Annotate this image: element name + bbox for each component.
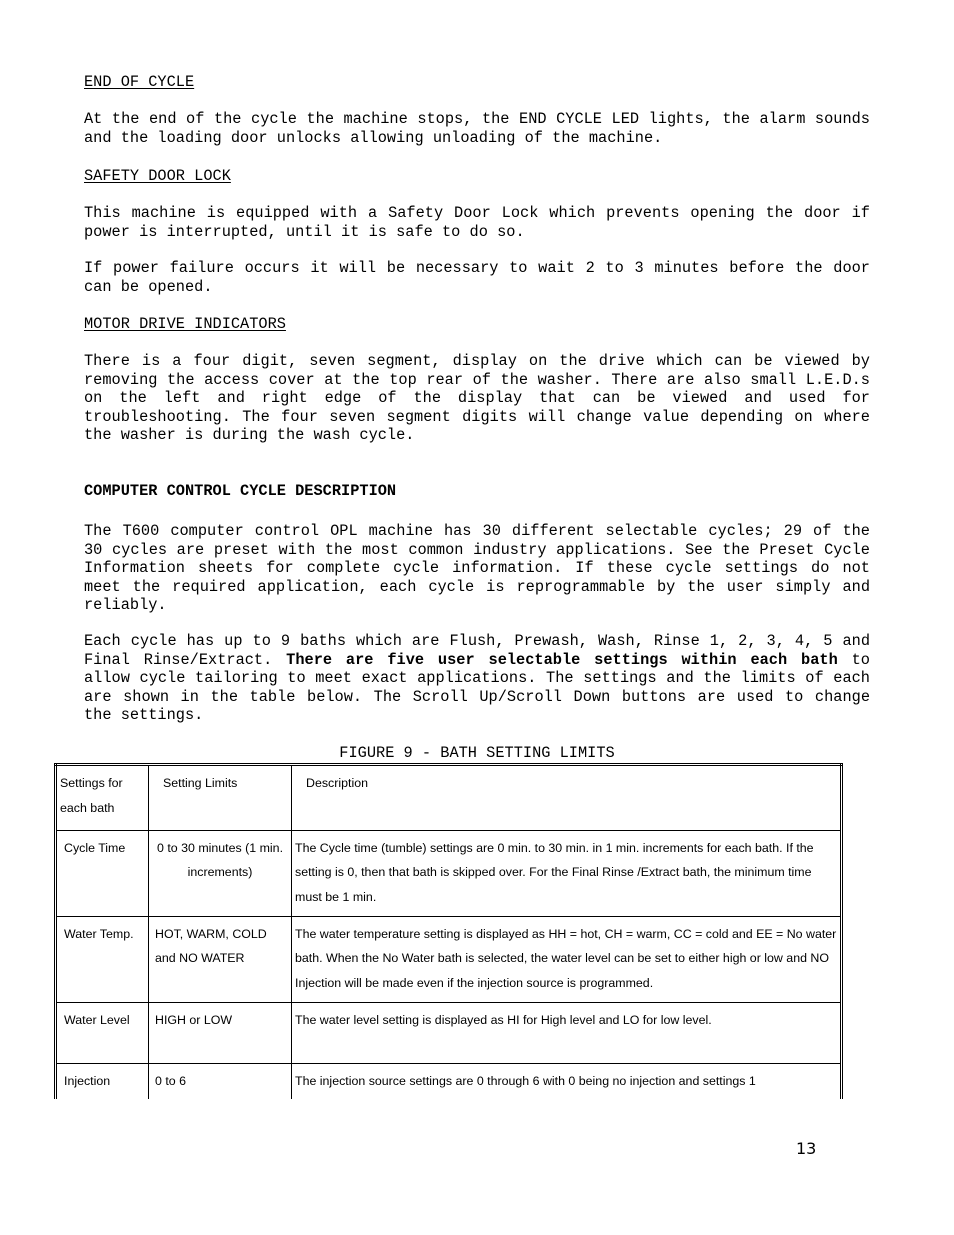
table-row: [57, 1063, 840, 1099]
table-row: [57, 830, 840, 916]
section-title-computer-control: COMPUTER CONTROL CYCLE DESCRIPTION: [84, 482, 397, 500]
paragraph-end-of-cycle: At the end of the cycle the machine stops, the END CYCLE LED lights, the alarm sounds and the loading door unlocks allowing unloading of the machine.: [84, 110, 870, 147]
paragraph-computer-control-1: The T600 computer control OPL machine has 30 different selectable cycles; 29 of the 30 cycles are preset with the most common industry applications. See the Preset Cycle Information sheets for complete cycle information. If these cycle settings do not meet the required application, each cycle is reprogrammable by the user simply and reliably.: [84, 522, 870, 614]
cell-limits: HIGH or LOW: [149, 1002, 292, 1063]
figure-caption: FIGURE 9 - BATH SETTING LIMITS: [339, 744, 615, 762]
paragraph-text: Each cycle has up to 9 baths which are Flush, Prewash, Wash, Rinse 1, 2, 3, 4, 5 and Final Rinse/Extract.: [84, 632, 870, 669]
cell-setting: Water Temp.: [57, 916, 149, 1002]
cell-limits: 0 to 30 minutes (1 min. increments): [149, 830, 292, 916]
table-outer-right-border: [840, 763, 843, 1099]
paragraph-text: to allow cycle tailoring to meet exact applications. The settings and the limits of each are shown in the table below. The Scroll Up/Scroll Down buttons are used to change the settings.: [84, 650, 870, 724]
heading-end-of-cycle: END OF CYCLE: [84, 73, 195, 91]
page-number: 13: [796, 1139, 817, 1158]
cell-description: The water temperature setting is displayed as HH = hot, CH = warm, CC = cold and EE = No water bath. When the No Water bath is selected, the water level can be set to either high or low and NO Injection will be made even if the injection source is programmed.: [292, 916, 841, 1002]
cell-setting: Cycle Time: [57, 830, 149, 916]
header-description: Description: [292, 766, 841, 830]
bath-setting-limits-table: [54, 763, 845, 1099]
paragraph-safety-door-lock-1: This machine is equipped with a Safety Door Lock which prevents opening the door if power is interrupted, until it is safe to do so.: [84, 204, 870, 241]
heading-safety-door-lock: SAFETY DOOR LOCK: [84, 167, 231, 185]
paragraph-computer-control-2: [84, 632, 870, 725]
cell-limits: 0 to 6: [149, 1063, 292, 1099]
paragraph-motor-drive: There is a four digit, seven segment, display on the drive which can be viewed by removing the access cover at the top rear of the washer. There are also small L.E.D.s on the left and right edge of the display that can be viewed and used for troubleshooting. The four seven segment digits will change value depending on where the washer is during the wash cycle.: [84, 352, 870, 444]
cell-setting: Injection: [57, 1063, 149, 1099]
bath-table: [57, 766, 840, 1099]
heading-motor-drive-indicators: MOTOR DRIVE INDICATORS: [84, 315, 286, 333]
paragraph-safety-door-lock-2: If power failure occurs it will be necessary to wait 2 to 3 minutes before the door can be opened.: [84, 259, 870, 296]
cell-description: The water level setting is displayed as HI for High level and LO for low level.: [292, 1002, 841, 1063]
header-setting-limits: Setting Limits: [149, 766, 292, 830]
table-row: [57, 916, 840, 1002]
table-header-row: [57, 766, 840, 830]
paragraph-bold-text: There are five user selectable settings within each bath: [286, 650, 838, 669]
cell-setting: Water Level: [57, 1002, 149, 1063]
cell-description: The Cycle time (tumble) settings are 0 min. to 30 min. in 1 min. increments for each bath. If the setting is 0, then that bath is skipped over. For the Final Rinse /Extract bath, the minimum time must be 1 min.: [292, 830, 841, 916]
cell-description: The injection source settings are 0 through 6 with 0 being no injection and settings 1: [292, 1063, 841, 1099]
header-settings: Settings for each bath: [57, 766, 149, 830]
table-row: [57, 1002, 840, 1063]
cell-limits: HOT, WARM, COLD and NO WATER: [149, 916, 292, 1002]
